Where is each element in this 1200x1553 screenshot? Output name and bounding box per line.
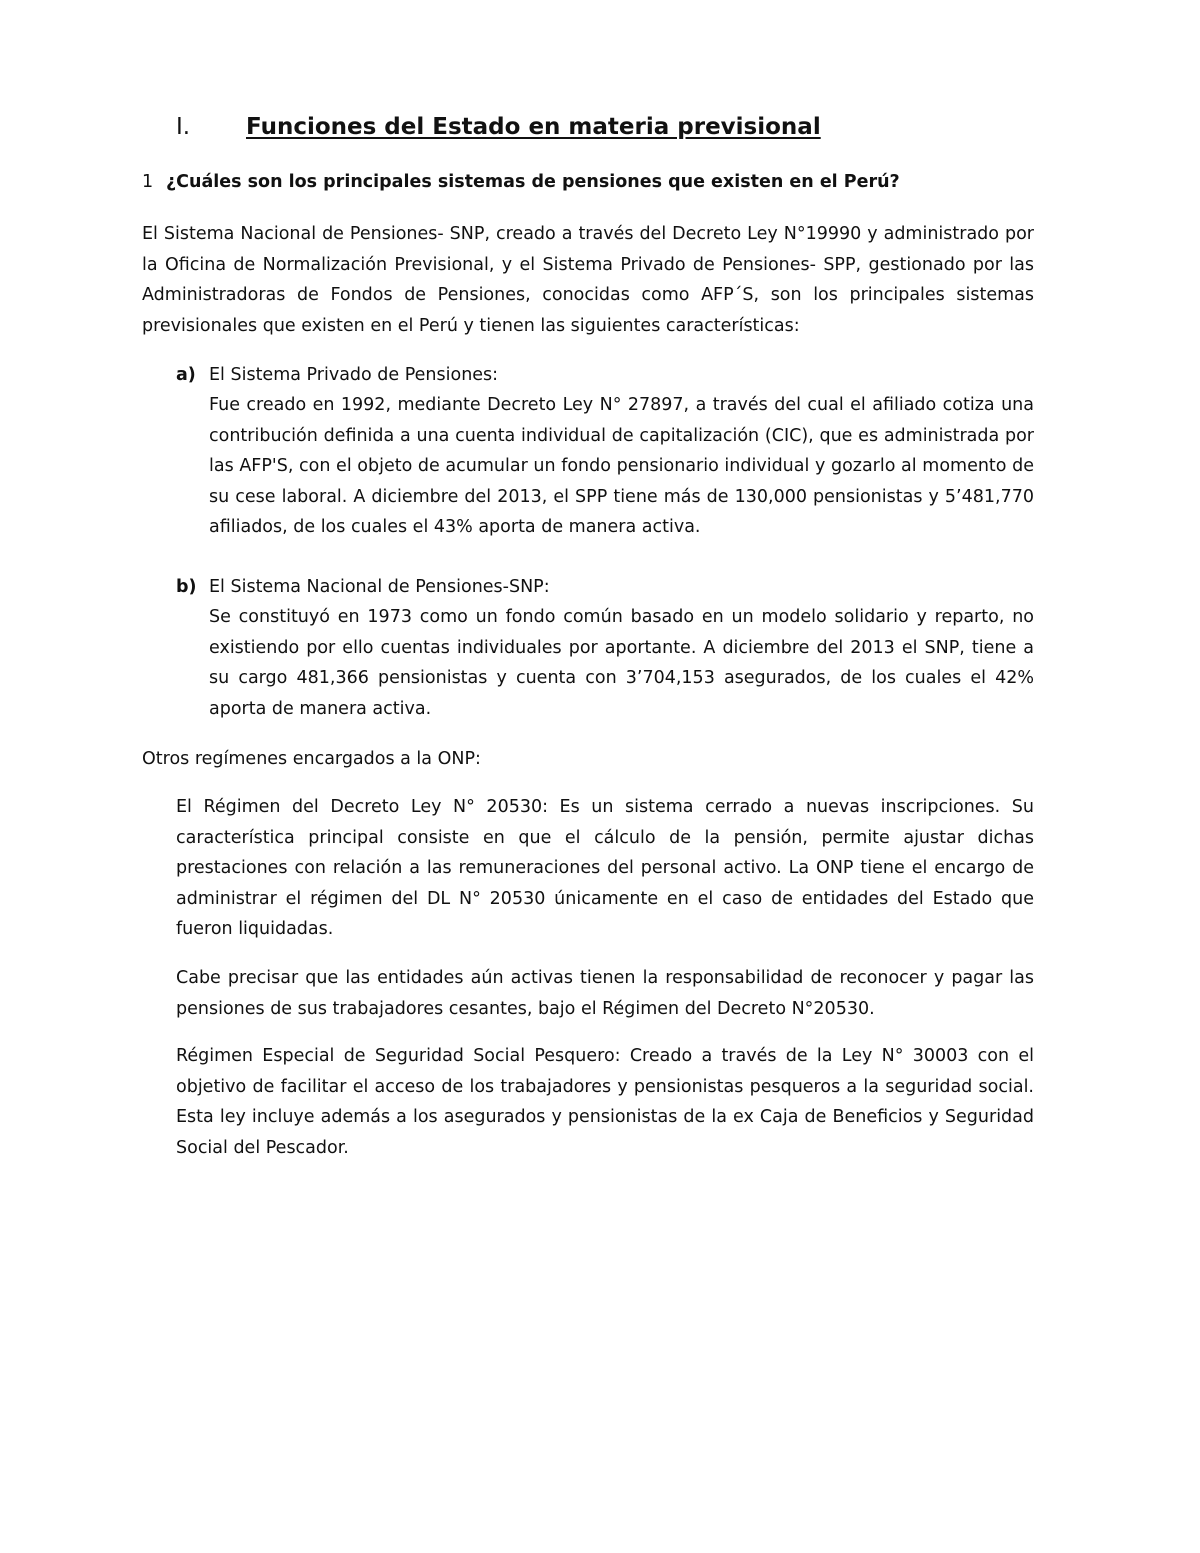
- section-heading: [176, 114, 821, 140]
- question-heading: [142, 172, 900, 192]
- regimen-20530-paragraph: El Régimen del Decreto Ley N° 20530: Es un sistema cerrado a nuevas inscripciones. Su característica principal consiste en que el cálculo de la pensión, permite ajustar dichas prestaciones con relación a las remuneraciones del personal activo. La ONP tiene el encargo de administrar el régimen del DL N° 20530 únicamente en el caso de entidades del Estado que fueron liquidadas.: [176, 797, 1034, 939]
- question-text: ¿Cuáles son los principales sistemas de pensiones que existen en el Perú?: [166, 172, 900, 192]
- list-item-label: [176, 572, 550, 603]
- list-item-title: El Sistema Nacional de Pensiones-SNP:: [209, 577, 550, 597]
- otros-heading: Otros regímenes encargados a la ONP:: [142, 749, 481, 769]
- section-number: I.: [176, 114, 191, 140]
- intro-paragraph: El Sistema Nacional de Pensiones- SNP, creado a través del Decreto Ley N°19990 y administrado por la Oficina de Normalización Previsional, y el Sistema Privado de Pensiones- SPP, gestionado por las Administradoras de Fondos de Pensiones, conocidas como AFP´S, son los principales sistemas previsionales que existen en el Perú y tienen las siguientes características:: [142, 224, 1034, 336]
- cabe-precisar-paragraph: Cabe precisar que las entidades aún activas tienen la responsabilidad de reconocer y pagar las pensiones de sus trabajadores cesantes, bajo el Régimen del Decreto N°20530.: [176, 968, 1034, 1019]
- list-item-title: El Sistema Privado de Pensiones:: [209, 365, 499, 385]
- list-item-label: [176, 360, 498, 391]
- list-item-body: Fue creado en 1992, mediante Decreto Ley N° 27897, a través del cual el afiliado cotiza una contribución definida a una cuenta individual de capitalización (CIC), que es administrada por las AFP'S, con el objeto de acumular un fondo pensionario individual y gozarlo al momento de su cese laboral. A diciembre del 2013, el SPP tiene más de 130,000 pensionistas y 5’481,770 afiliados, de los cuales el 43% aporta de manera activa.: [209, 395, 1034, 537]
- list-item-letter: a): [176, 365, 196, 385]
- list-item-letter: b): [176, 577, 197, 597]
- regimen-pesquero-paragraph: Régimen Especial de Seguridad Social Pesquero: Creado a través de la Ley N° 30003 con el objetivo de facilitar el acceso de los trabajadores y pensionistas pesqueros a la seguridad social. Esta ley incluye además a los asegurados y pensionistas de la ex Caja de Beneficios y Seguridad Social del Pescador.: [176, 1046, 1034, 1158]
- list-item-body: Se constituyó en 1973 como un fondo común basado en un modelo solidario y reparto, no existiendo por ello cuentas individuales por aportante. A diciembre del 2013 el SNP, tiene a su cargo 481,366 pensionistas y cuenta con 3’704,153 asegurados, de los cuales el 42% aporta de manera activa.: [209, 607, 1034, 719]
- section-title: Funciones del Estado en materia previsional: [246, 114, 821, 140]
- question-number: 1: [142, 172, 154, 192]
